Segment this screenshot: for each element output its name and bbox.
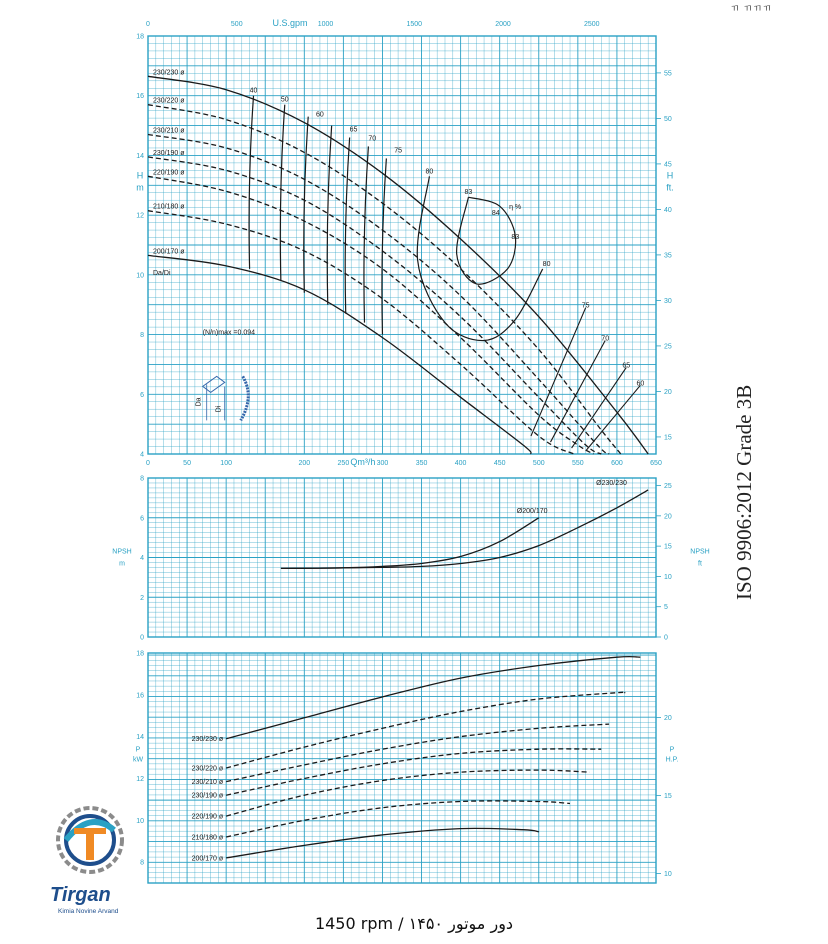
power-curve-label: 210/180 ø (191, 834, 224, 842)
brand-name: Tirgan (50, 884, 111, 906)
power-curve-label: 230/190 ø (191, 792, 224, 800)
x-tick-label: 100 (220, 460, 232, 467)
efficiency-label: 80 (425, 168, 434, 176)
y2-tick-label: 35 (664, 252, 672, 260)
y2-tick-label: 15 (664, 434, 672, 442)
y2-axis-label-top: NPSH (690, 548, 710, 556)
y2-tick-label: 10 (664, 870, 672, 878)
x-tick-label: 250 (337, 460, 350, 467)
efficiency-label: 60 (316, 111, 324, 119)
brand-subtitle: Kimia Novine Arvand (58, 908, 119, 915)
y-tick-label: 12 (136, 212, 144, 220)
power-curve-label: 220/190 ø (191, 813, 224, 821)
head-curve-label: 230/230 ø (153, 69, 185, 77)
y2-tick-label: 25 (664, 483, 672, 491)
power-curve-label: 230/220 ø (191, 765, 224, 773)
x-tick-label: 50 (183, 460, 191, 467)
efficiency-label: 40 (249, 87, 258, 95)
x-tick-label: 400 (454, 460, 467, 467)
y-axis-label-bottom: m (119, 560, 125, 568)
y-axis-label-top: H (136, 170, 144, 181)
y2-tick-label: 20 (664, 388, 672, 396)
y2-axis-label-top: H (666, 170, 674, 181)
x2-tick-label: 500 (230, 21, 243, 28)
x2-tick-label: 1000 (317, 21, 334, 28)
y-tick-label: 18 (136, 33, 144, 41)
y-axis-label-top: P (135, 746, 141, 754)
y2-tick-label: 50 (664, 115, 672, 123)
x-tick-label: 450 (493, 460, 506, 467)
y-tick-label: 14 (136, 152, 144, 160)
efficiency-label: 70 (601, 335, 610, 343)
efficiency-label: 80 (542, 260, 551, 268)
y2-tick-label: 55 (664, 70, 672, 78)
y2-tick-label: 0 (664, 634, 668, 642)
x2-tick-label: 0 (146, 21, 150, 28)
y-axis-label-bottom: kW (132, 756, 144, 764)
npsh-chart (112, 476, 709, 642)
x-tick-label: 200 (298, 460, 311, 467)
y-tick-label: 4 (140, 555, 144, 562)
eta-percent-label: η % (509, 204, 522, 212)
efficiency-label: 75 (581, 302, 590, 310)
efficiency-label: 83 (464, 189, 473, 197)
y-tick-label: 8 (140, 475, 144, 483)
y2-tick-label: 40 (664, 206, 672, 214)
y-tick-label: 10 (136, 817, 144, 825)
y-tick-label: 16 (136, 692, 144, 700)
y2-tick-label: 15 (664, 792, 672, 800)
x2-tick-label: 1500 (406, 21, 423, 28)
head-capacity-chart (136, 18, 674, 467)
iso-standard-label: ISO 9906:2012 Grade 3B (732, 384, 756, 600)
y2-axis-label-top: P (669, 746, 675, 754)
y2-tick-label: 20 (664, 513, 672, 521)
top-corner-mark: ﾢ ﾢﾢﾢ (730, 4, 772, 15)
x2-tick-label: 2000 (495, 21, 511, 28)
x2-tick-label: 2500 (583, 21, 600, 28)
power-curve-label: 230/210 ø (191, 779, 224, 787)
efficiency-label: 65 (349, 126, 358, 134)
power-curve-label: 200/170 ø (191, 855, 224, 863)
y-tick-label: 2 (140, 594, 144, 602)
y-tick-label: 16 (136, 93, 144, 101)
x-axis-label: Qm³/h (350, 457, 376, 467)
head-curve-label: 230/210 ø (153, 127, 185, 135)
head-curve-label: 220/190 ø (153, 169, 185, 177)
efficiency-label: 50 (280, 96, 289, 104)
efficiency-label: 70 (368, 135, 377, 143)
y-axis-label-bottom: m (136, 182, 144, 193)
speed-footer: 1450 rpm / ۱۴۵۰ دور موتور (314, 914, 514, 933)
y2-axis-label-bottom: H.P. (665, 756, 679, 764)
x-tick-label: 0 (146, 460, 150, 467)
head-curve-label: 230/190 ø (153, 149, 185, 157)
di-label: Di (215, 405, 223, 413)
y-tick-label: 18 (136, 650, 144, 658)
x-tick-label: 600 (611, 460, 623, 467)
x-tick-label: 650 (650, 460, 662, 467)
y2-tick-label: 30 (664, 297, 672, 305)
y2-tick-label: 45 (664, 161, 672, 169)
efficiency-label: 60 (636, 380, 645, 388)
y-tick-label: 4 (140, 451, 144, 459)
efficiency-label: 83 (511, 234, 520, 242)
da-label: Da (195, 397, 203, 407)
x-tick-label: 500 (532, 460, 545, 467)
y-tick-label: 6 (140, 391, 144, 399)
y-tick-label: 12 (136, 775, 144, 783)
y-tick-label: 14 (136, 734, 144, 742)
power-curve-label: 230/230 ø (191, 736, 224, 744)
y-tick-label: 8 (140, 859, 144, 867)
y-tick-label: 6 (140, 515, 144, 523)
efficiency-label: 84 (491, 210, 500, 218)
y-tick-label: 10 (136, 272, 144, 280)
y-tick-label: 8 (140, 332, 144, 340)
y-axis-label-top: NPSH (112, 548, 132, 556)
y2-tick-label: 20 (664, 715, 672, 723)
npsh-curve-label: Ø200/170 (516, 507, 548, 515)
power-chart (133, 651, 678, 884)
y2-tick-label: 5 (664, 604, 668, 612)
da-di-label: Da/Di (153, 269, 171, 277)
efficiency-label: 65 (622, 362, 631, 370)
head-curve-label: 210/180 ø (153, 203, 185, 211)
plot-frame (148, 653, 656, 883)
nq-max-label: (N/n)max =0.094 (202, 329, 256, 337)
x2-axis-label: U.S.gpm (272, 18, 308, 28)
npsh-curve-label: Ø230/230 (596, 479, 627, 487)
y2-axis-label-bottom: ft. (666, 182, 674, 193)
head-curve-label: 230/220 ø (153, 97, 185, 105)
y2-tick-label: 10 (664, 573, 672, 581)
y2-axis-label-bottom: ft (698, 560, 702, 568)
x-tick-label: 550 (572, 460, 584, 467)
y2-tick-label: 25 (664, 343, 672, 351)
y-tick-label: 0 (140, 634, 144, 642)
x-tick-label: 300 (376, 460, 389, 467)
x-tick-label: 350 (415, 460, 428, 467)
y2-tick-label: 15 (664, 543, 672, 551)
head-curve-label: 200/170 ø (153, 248, 185, 256)
efficiency-label: 75 (394, 147, 402, 155)
